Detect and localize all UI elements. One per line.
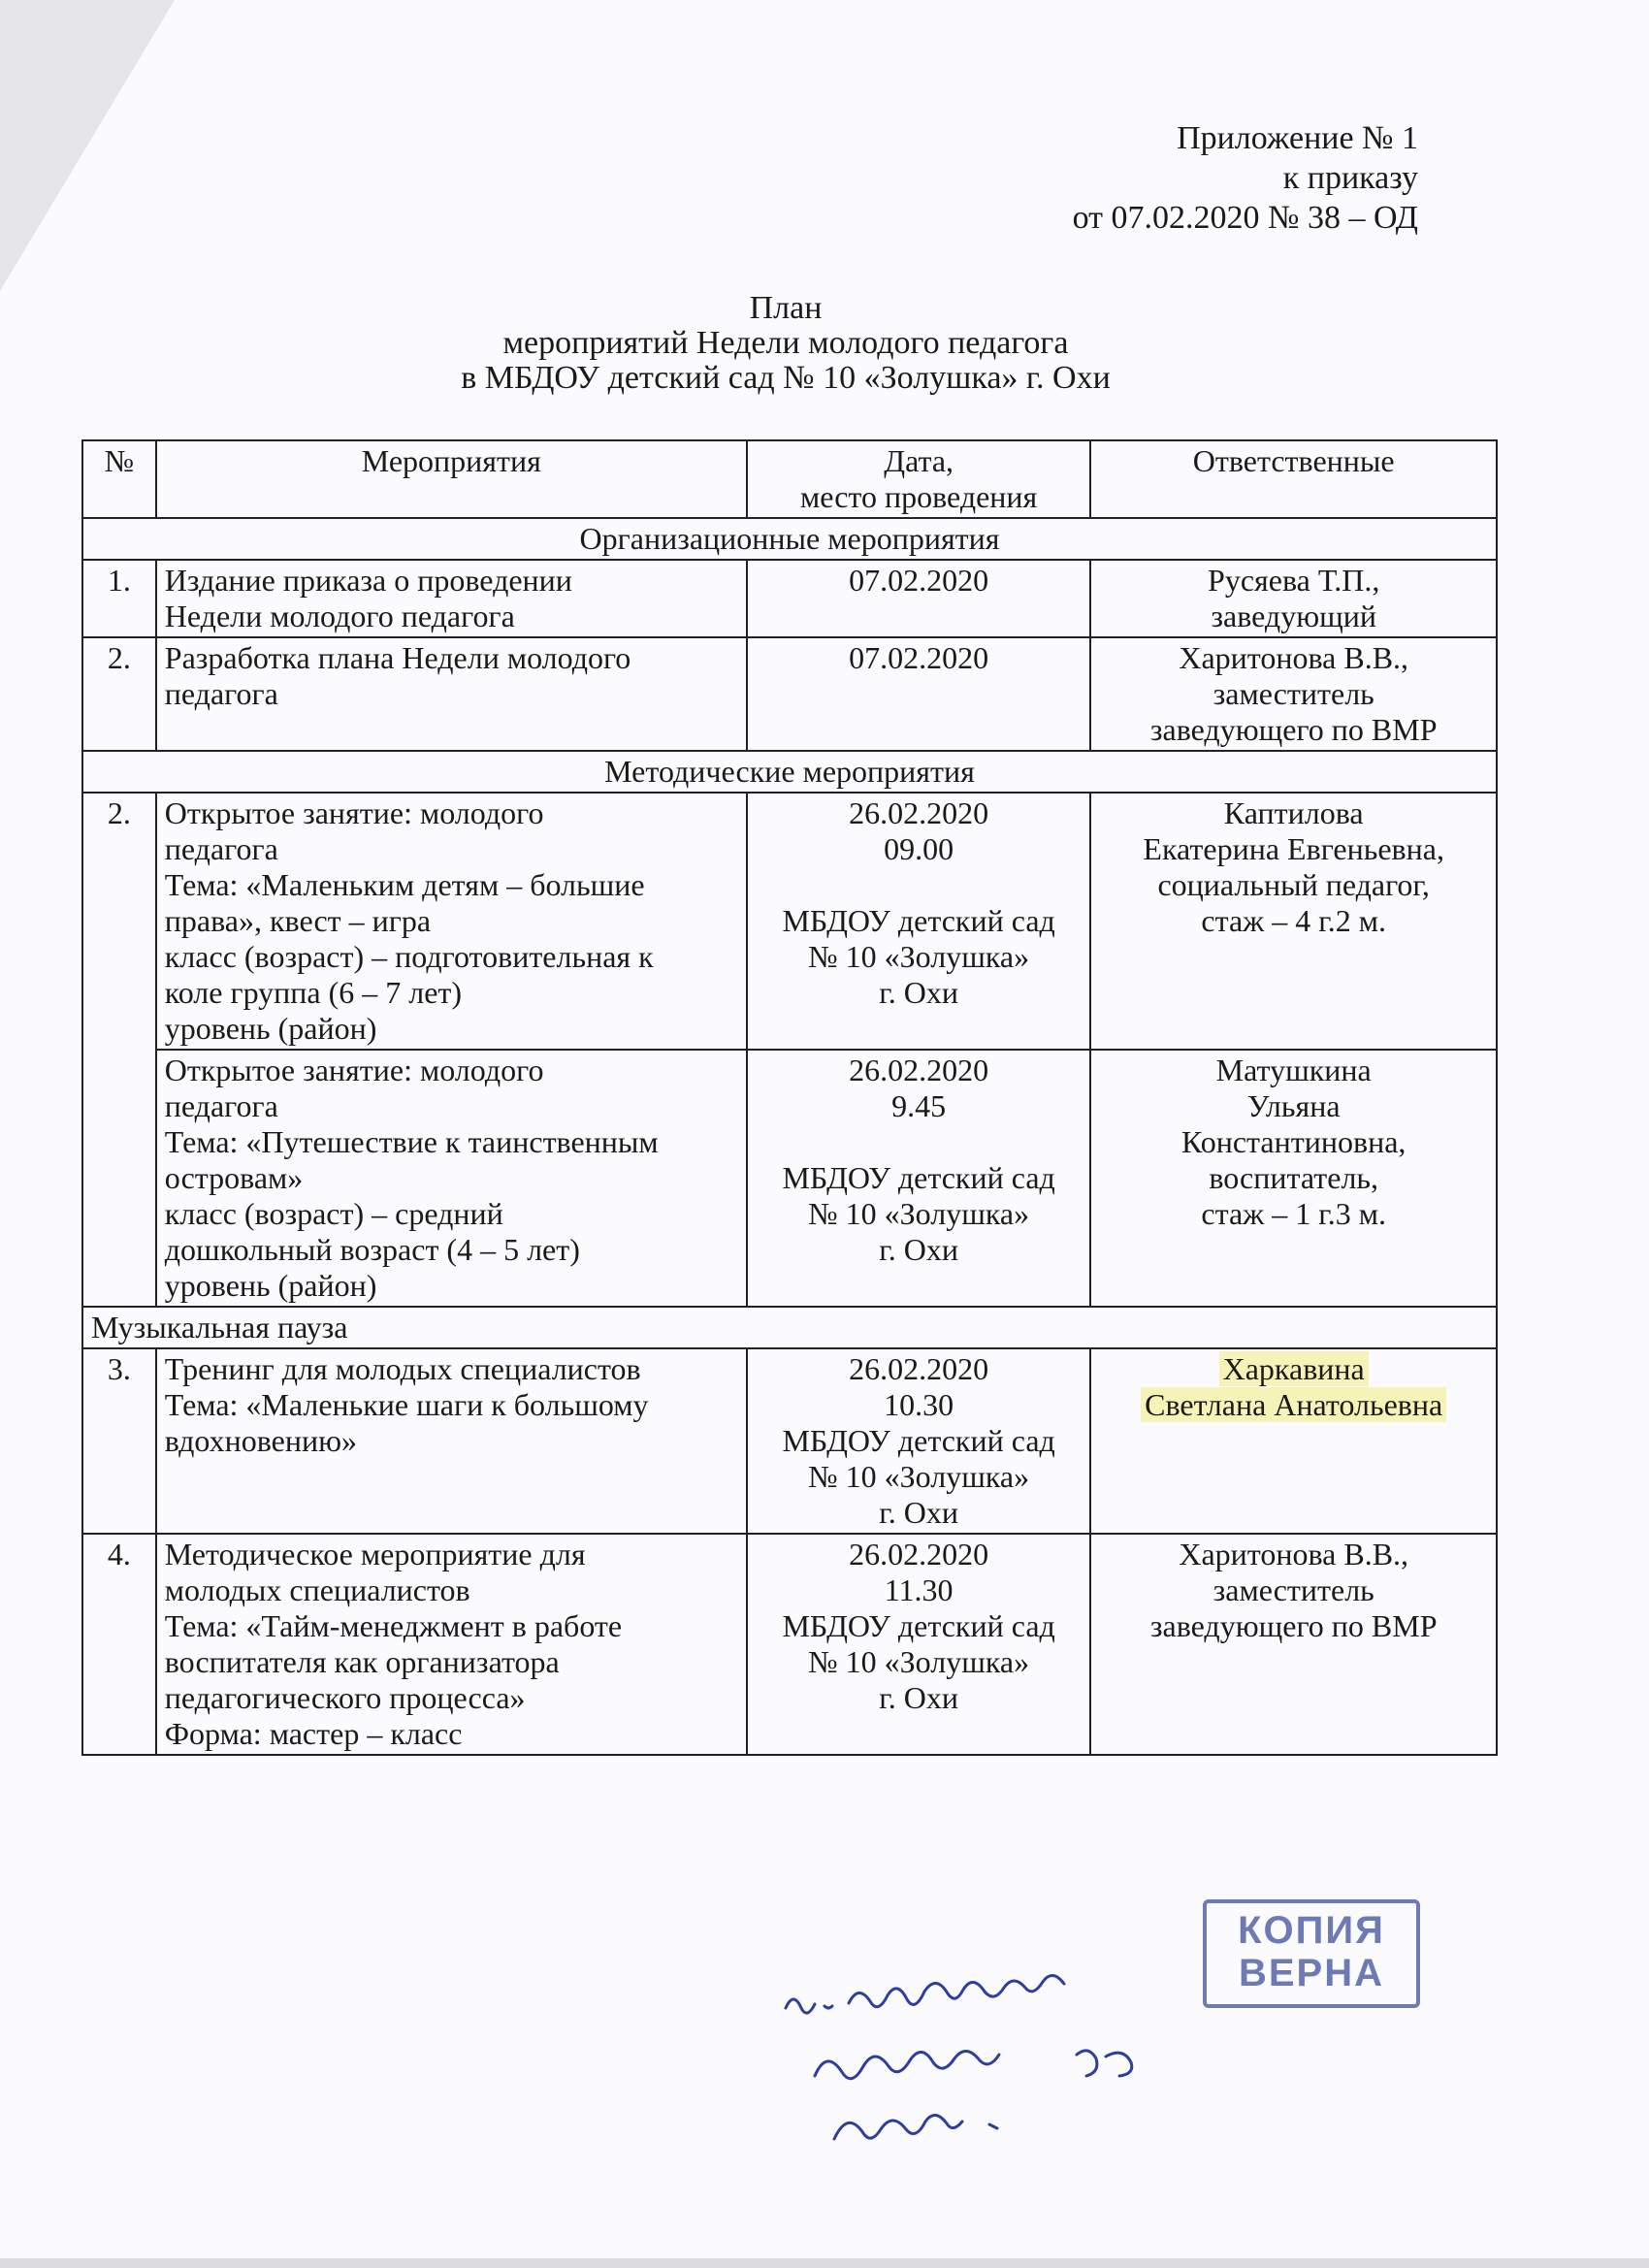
place-line: г. Охи [879,975,958,1010]
responsible-line: Екатерина Евгеньевна, [1143,831,1444,866]
responsible-line: заместитель [1212,676,1374,711]
responsible-line: социальный педагог, [1157,867,1430,902]
section-title-organizational: Организационные мероприятия [82,518,1497,560]
responsible-line: заведующий [1211,599,1376,633]
row-event [156,1050,747,1307]
event-line: Открытое занятие: молодого [164,795,544,830]
scan-bottom-edge [0,2258,1649,2268]
event-line: Тема: «Тайм-менеджмент в работе [164,1608,623,1643]
place-line: № 10 «Золушка» [808,939,1030,974]
place-line: МБДОУ детский сад [782,903,1055,938]
date-line: 26.02.2020 [849,1053,989,1087]
responsible-line: стаж – 4 г.2 м. [1201,903,1387,938]
table-row [82,1534,1497,1755]
event-line: дошкольный возраст (4 – 5 лет) [164,1232,580,1267]
responsible-line [1099,1387,1488,1423]
row-number: 1. [82,560,156,637]
event-line: воспитателя как организатора [164,1644,560,1679]
date-line: 26.02.2020 [849,1351,989,1386]
event-line: педагога [164,676,278,711]
responsible-line: Каптилова [1223,795,1364,830]
row-event [156,637,747,751]
table-row [82,560,1497,637]
title-line-1: План [749,290,823,326]
row-responsible [1090,1348,1497,1534]
row-responsible [1090,1534,1497,1755]
date-line: 26.02.2020 [849,1537,989,1571]
section-title-methodical: Методические мероприятия [82,751,1497,793]
event-line: Методическое мероприятие для [164,1537,586,1571]
event-line: педагога [164,831,278,866]
time-line: 09.00 [884,831,954,866]
stamp-line-1: КОПИЯ [1238,1909,1385,1952]
event-line: Недели молодого педагога [164,599,515,633]
place-line: МБДОУ детский сад [782,1608,1055,1643]
section-row-music [82,1307,1497,1348]
time-line: 9.45 [891,1088,947,1123]
plan-title [359,291,1212,396]
row-number: 3. [82,1348,156,1534]
table-row [82,637,1497,751]
row-responsible [1090,637,1497,751]
row-date [747,1050,1091,1307]
responsible-line: заведующего по ВМР [1149,712,1438,747]
table-row [82,1050,1497,1307]
event-line: Тема: «Путешествие к таинственным [164,1124,659,1159]
date-line: 26.02.2020 [849,795,989,830]
table-row [82,793,1497,1050]
event-line: молодых специалистов [164,1572,470,1607]
title-line-3: в МБДОУ детский сад № 10 «Золушка» г. Охи [461,360,1111,396]
events-table [81,439,1498,1756]
title-line-2: мероприятий Недели молодого педагога [502,325,1069,361]
responsible-line: Харитонова В.В., [1179,1537,1409,1571]
appendix-order-date: от 07.02.2020 № 38 – ОД [1072,200,1418,236]
responsible-line: стаж – 1 г.3 м. [1201,1196,1387,1231]
row-date [747,1348,1091,1534]
event-line: класс (возраст) – средний [164,1196,503,1231]
header-date [747,440,1091,518]
row-date [747,637,1091,751]
event-line: педагога [164,1088,278,1123]
responsible-line: Харитонова В.В., [1179,640,1409,675]
responsible-line: Константиновна, [1180,1124,1406,1159]
event-line: права», квест – игра [164,903,432,938]
event-line: класс (возраст) – подготовительная к [164,939,654,974]
row-date [747,1534,1091,1755]
responsible-line: Ульяна [1246,1088,1341,1123]
highlighted-name: Харкавина [1219,1351,1369,1386]
event-line: Издание приказа о проведении [164,563,572,598]
place-line: МБДОУ детский сад [782,1423,1055,1458]
highlighted-name: Светлана Анатольевна [1141,1387,1446,1422]
row-number: 4. [82,1534,156,1755]
row-event [156,1534,747,1755]
event-line: коле группа (6 – 7 лет) [164,975,463,1010]
place-line: № 10 «Золушка» [808,1196,1030,1231]
responsible-line [1099,1351,1488,1387]
place-line: № 10 «Золушка» [808,1459,1030,1494]
event-line: Открытое занятие: молодого [164,1053,544,1087]
row-event [156,560,747,637]
header-date-line-2: место проведения [799,479,1038,514]
place-line: № 10 «Золушка» [808,1644,1030,1679]
responsible-line: Матушкина [1215,1053,1372,1087]
row-number: 2. [82,793,156,1307]
row-responsible [1090,560,1497,637]
row-number: 2. [82,637,156,751]
header-responsible: Ответственные [1090,440,1497,518]
row-date [747,560,1091,637]
section-title-music: Музыкальная пауза [82,1307,1497,1348]
responsible-line: заместитель [1212,1572,1374,1607]
event-line: Тема: «Маленьким детям – большие [164,867,645,902]
event-line: Тренинг для молодых специалистов [164,1351,641,1386]
stamp-line-2: ВЕРНА [1238,1952,1385,1994]
responsible-line: воспитатель, [1209,1160,1378,1195]
date-line: 07.02.2020 [849,640,989,675]
place-line: г. Охи [879,1232,958,1267]
table-row [82,1348,1497,1534]
header-date-line-1: Дата, [884,443,954,478]
header-event: Мероприятия [156,440,747,518]
event-line: Разработка плана Недели молодого [164,640,631,675]
event-line: Тема: «Маленькие шаги к большому [164,1387,649,1422]
table-header-row [82,440,1497,518]
section-row-methodical [82,751,1497,793]
time-line: 10.30 [884,1387,954,1422]
place-line: г. Охи [879,1680,958,1715]
row-date [747,793,1091,1050]
event-line: островам» [164,1160,304,1195]
row-responsible [1090,1050,1497,1307]
handwritten-signature [757,1950,1212,2173]
responsible-line: Русяева Т.П., [1208,563,1380,598]
place-line: МБДОУ детский сад [782,1160,1055,1195]
appendix-header [1073,118,1418,238]
copy-certified-stamp [1203,1899,1420,2008]
time-line: 11.30 [884,1572,954,1607]
section-row-organizational [82,518,1497,560]
event-line: уровень (район) [164,1011,377,1046]
row-event [156,1348,747,1534]
date-line: 07.02.2020 [849,563,989,598]
appendix-order-ref: к приказу [1282,160,1418,196]
row-event [156,793,747,1050]
event-line: вдохновению» [164,1423,357,1458]
responsible-line: заведующего по ВМР [1149,1608,1438,1643]
place-line: г. Охи [879,1495,958,1530]
event-line: Форма: мастер – класс [164,1716,463,1751]
appendix-number: Приложение № 1 [1177,120,1418,156]
event-line: педагогического процесса» [164,1680,526,1715]
row-responsible [1090,793,1497,1050]
folded-corner [0,0,175,291]
event-line: уровень (район) [164,1268,377,1303]
header-num: № [82,440,156,518]
